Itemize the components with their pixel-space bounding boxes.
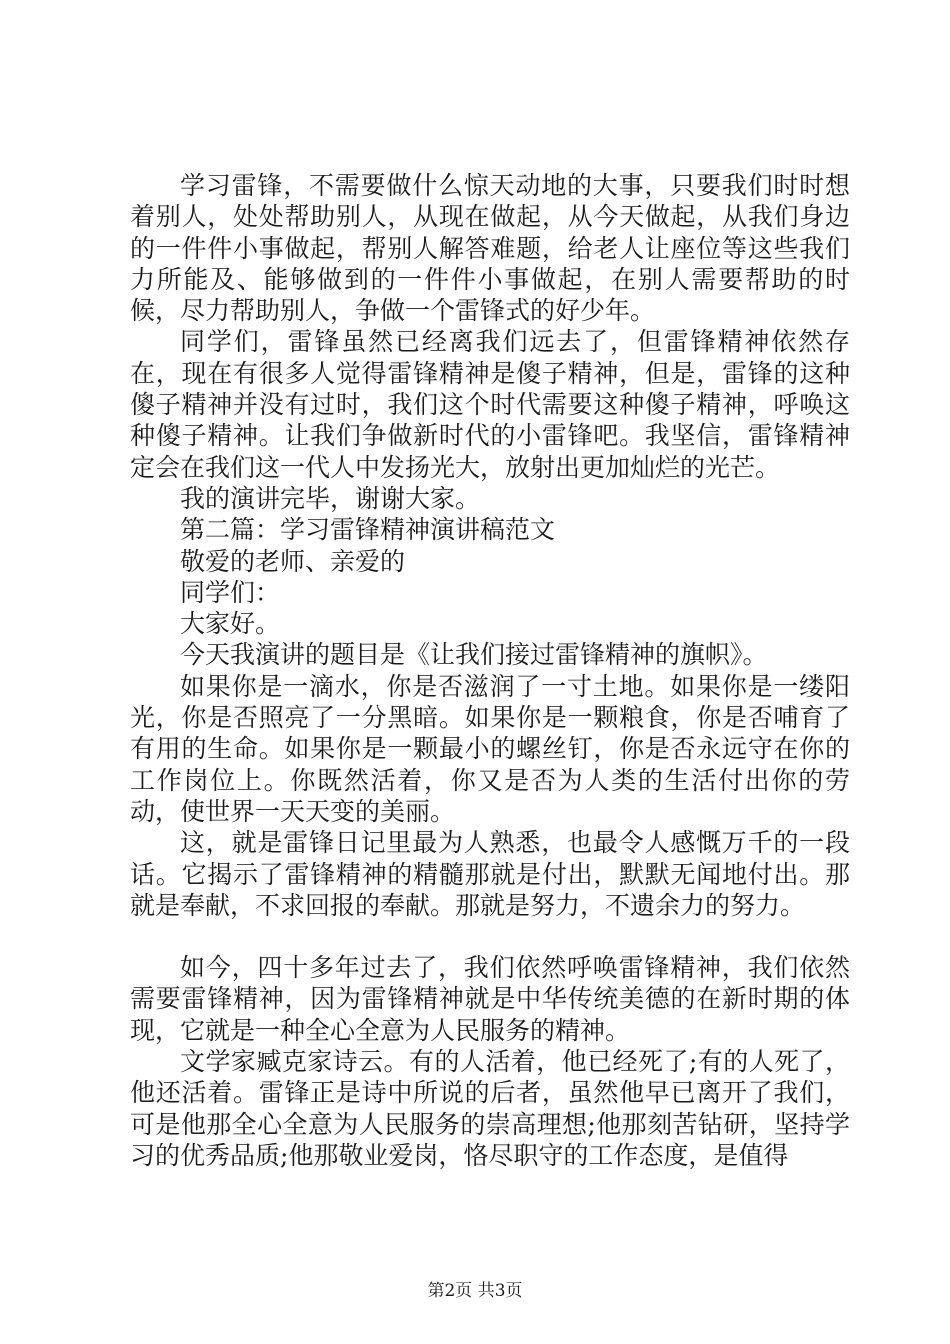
paragraph-11: 如今，四十多年过去了，我们依然呼唤雷锋精神，我们依然需要雷锋精神，因为雷锋精神就是中华传统美德的在新时期的体现，它就是一种全心全意为人民服务的精神。: [130, 953, 850, 1045]
salutation-line-1: 敬爱的老师、亲爱的: [180, 546, 406, 576]
document-body: [130, 170, 850, 1171]
section-heading: 第二篇：学习雷锋精神演讲稿范文: [180, 515, 556, 545]
paragraph-10: 这，就是雷锋日记里最为人熟悉，也最令人感慨万千的一段话。它揭示了雷锋精神的精髓那就是付出，默默无闻地付出。那就是奉献，不求回报的奉献。那就是努力，不遗余力的努力。: [130, 828, 850, 920]
paragraph-1: 学习雷锋，不需要做什么惊天动地的大事，只要我们时时想着别人，处处帮助别人，从现在做起，从今天做起，从我们身边的一件件小事做起，帮别人解答难题，给老人让座位等这些我们力所能及、能够做到的一件件小事做起，在别人需要帮助的时候，尽力帮助别人，争做一个雷锋式的好少年。: [130, 171, 850, 326]
greeting: 大家好。: [180, 609, 281, 639]
paragraph-9: 如果你是一滴水，你是否滋润了一寸土地。如果你是一缕阳光，你是否照亮了一分黑暗。如果你是一颗粮食，你是否哺育了有用的生命。如果你是一颗最小的螺丝钉，你是否永远守在你的工作岗位上。你既然活着，你又是否为人类的生活付出你的劳动，使世界一天天变的美丽。: [130, 671, 850, 826]
page-footer: 第2页 共3页: [427, 1281, 523, 1301]
speech-topic: 今天我演讲的题目是《让我们接过雷锋精神的旗帜》。: [180, 640, 768, 670]
paragraph-2: 同学们，雷锋虽然已经离我们远去了，但雷锋精神依然存在，现在有很多人觉得雷锋精神是傻子精神，但是，雷锋的这种傻子精神并没有过时，我们这个时代需要这种傻子精神，呼唤这种傻子精神。让我们争做新时代的小雷锋吧。我坚信，雷锋精神定会在我们这一代人中发扬光大，放射出更加灿烂的光芒。: [130, 327, 850, 482]
salutation-line-2: 同学们：: [180, 577, 281, 607]
paragraph-3: 我的演讲完毕，谢谢大家。: [180, 483, 481, 513]
paragraph-12: 文学家臧克家诗云。有的人活着，他已经死了;有的人死了，他还活着。雷锋正是诗中所说的后者，虽然他早已离开了我们，可是他那全心全意为人民服务的崇高理想;他那刻苦钻研，坚持学习的优秀品质;他那敬业爱岗，恪尽职守的工作态度，是值得: [130, 1047, 850, 1170]
